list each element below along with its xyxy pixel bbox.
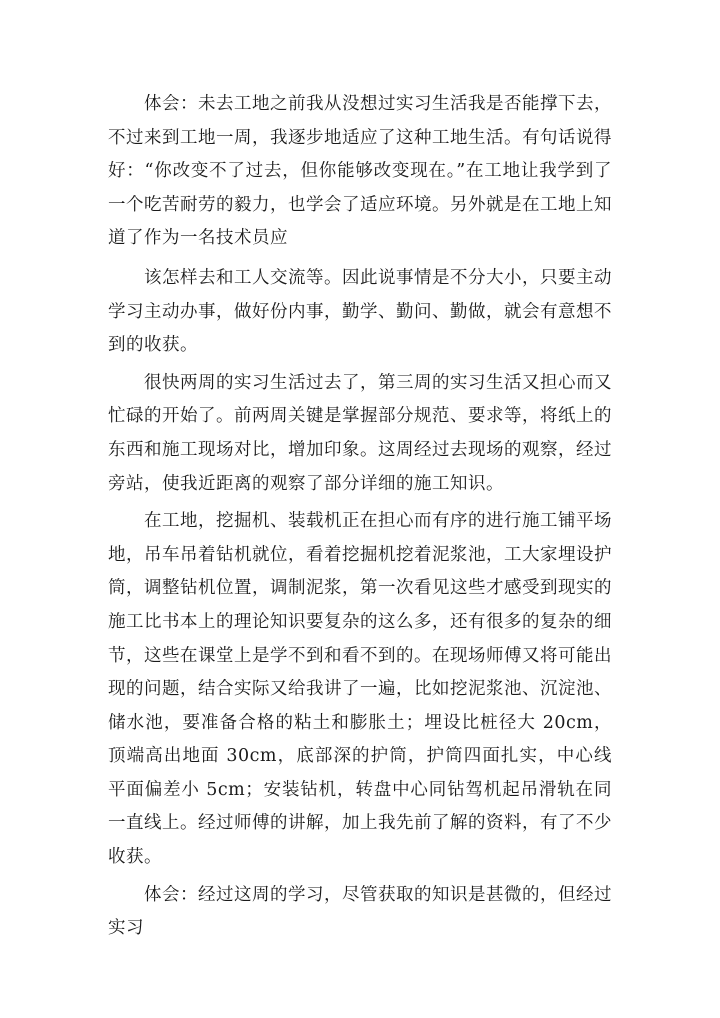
paragraph-week3-intro: 很快两周的实习生活过去了，第三周的实习生活又担心而又忙碌的开始了。前两周关键是掌握部分规范、要求等，将纸上的东西和施工现场对比，增加印象。这周经过去现场的观察，经过旁站，使我近距离的观察了部分详细的施工知识。 (108, 372, 612, 494)
paragraph-reflection-week1: 体会：未去工地之前我从没想过实习生活我是否能撑下去，不过来到工地一周，我逐步地适应了这种工地生活。有句话说得好：“你改变不了过去，但你能够改变现在。”在工地让我学到了一个吃苦耐劳的毅力，也学会了适应环境。另外就是在工地上知道了作为一名技术员应 (108, 94, 612, 249)
document-body (108, 88, 612, 946)
paragraph-reflection-week3: 体会：经过这周的学习，尽管获取的知识是甚微的，但经过实习 (108, 884, 612, 939)
paragraph-continuation: 该怎样去和工人交流等。因此说事情是不分大小，只要主动学习主动办事，做好份内事，勤学、勤问、勤做，就会有意想不到的收获。 (108, 267, 612, 356)
paragraph-site-work: 在工地，挖掘机、装载机正在担心而有序的进行施工铺平场地，吊车吊着钻机就位，看着挖掘机挖着泥浆池，工大家埋设护筒，调整钻机位置，调制泥浆，第一次看见这些才感受到现实的施工比书本上的理论知识要复杂的这么多，还有很多的复杂的细节，这些在课堂上是学不到和看不到的。在现场师傅又将可能出现的问题，结合实际又给我讲了一遍，比如挖泥浆池、沉淀池、储水池，要准备合格的粘土和膨胀土；埋设比桩径大 20cm，顶端高出地面 30cm，底部深的护筒，护筒四面扎实，中心线平面偏差小 5cm；安装钻机，转盘中心同钻驾机起吊滑轨在同一直线上。经过师傅的讲解，加上我先前了解的资料，有了不少收获。 (108, 511, 612, 868)
